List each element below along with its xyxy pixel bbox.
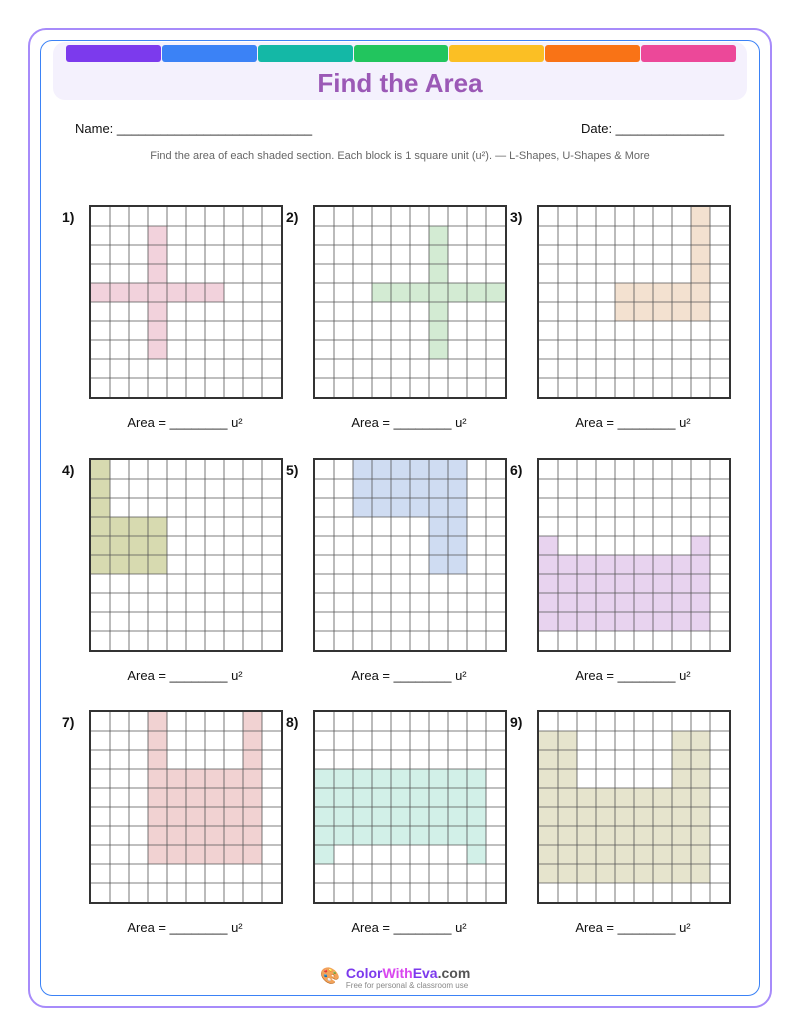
area-grid [537, 458, 731, 652]
problem-number: 8) [286, 714, 299, 730]
area-answer-line[interactable]: Area = ________ u² [127, 920, 243, 935]
shaded-region [467, 845, 486, 864]
instructions: Find the area of each shaded section. Each block is 1 square unit (u²). — L-Shapes, U-Shapes & More [150, 150, 650, 162]
brand-eva: Eva [412, 965, 438, 981]
problem-number: 6) [510, 462, 523, 478]
area-grid [537, 710, 731, 904]
shaded-region [243, 712, 262, 769]
shaded-region [539, 536, 558, 555]
color-stripe [66, 45, 736, 62]
brand-with: With [382, 965, 413, 981]
shaded-region [691, 536, 710, 555]
shaded-region [539, 788, 710, 883]
color-bar [641, 45, 736, 62]
area-grid [89, 710, 283, 904]
color-bar [162, 45, 257, 62]
tagline: Free for personal & classroom use [345, 981, 469, 990]
brand-tld: .com [437, 965, 471, 981]
page-title: Find the Area [317, 68, 483, 98]
area-answer-line[interactable]: Area = ________ u² [351, 920, 467, 935]
area-grid [313, 710, 507, 904]
footer-logo [320, 966, 470, 990]
area-grid [313, 458, 507, 652]
brand-color: Color [345, 965, 383, 981]
palette-icon: 🎨 [320, 968, 340, 985]
problem-number: 9) [510, 714, 523, 730]
area-grid [537, 205, 731, 399]
shaded-region [315, 845, 334, 864]
problem-number: 7) [62, 714, 75, 730]
area-answer-line[interactable]: Area = ________ u² [575, 920, 691, 935]
shaded-region [372, 283, 505, 302]
area-answer-line[interactable]: Area = ________ u² [127, 415, 243, 430]
area-answer-line[interactable]: Area = ________ u² [351, 415, 467, 430]
color-bar [545, 45, 640, 62]
area-answer-line[interactable]: Area = ________ u² [351, 668, 467, 683]
name-field[interactable]: Name: ___________________________ [75, 121, 313, 136]
problem-number: 3) [510, 209, 523, 225]
area-answer-line[interactable]: Area = ________ u² [127, 668, 243, 683]
area-answer-line[interactable]: Area = ________ u² [575, 415, 691, 430]
problem-number: 4) [62, 462, 75, 478]
area-answer-line[interactable]: Area = ________ u² [575, 668, 691, 683]
color-bar [258, 45, 353, 62]
color-bar [354, 45, 449, 62]
color-bar [66, 45, 161, 62]
area-grid [89, 205, 283, 399]
color-bar [449, 45, 544, 62]
shaded-region [91, 283, 224, 302]
problem-number: 2) [286, 209, 299, 225]
date-field[interactable]: Date: _______________ [581, 121, 725, 136]
shaded-region [148, 712, 167, 769]
problem-number: 1) [62, 209, 75, 225]
area-grid [313, 205, 507, 399]
area-grid [89, 458, 283, 652]
problem-number: 5) [286, 462, 299, 478]
